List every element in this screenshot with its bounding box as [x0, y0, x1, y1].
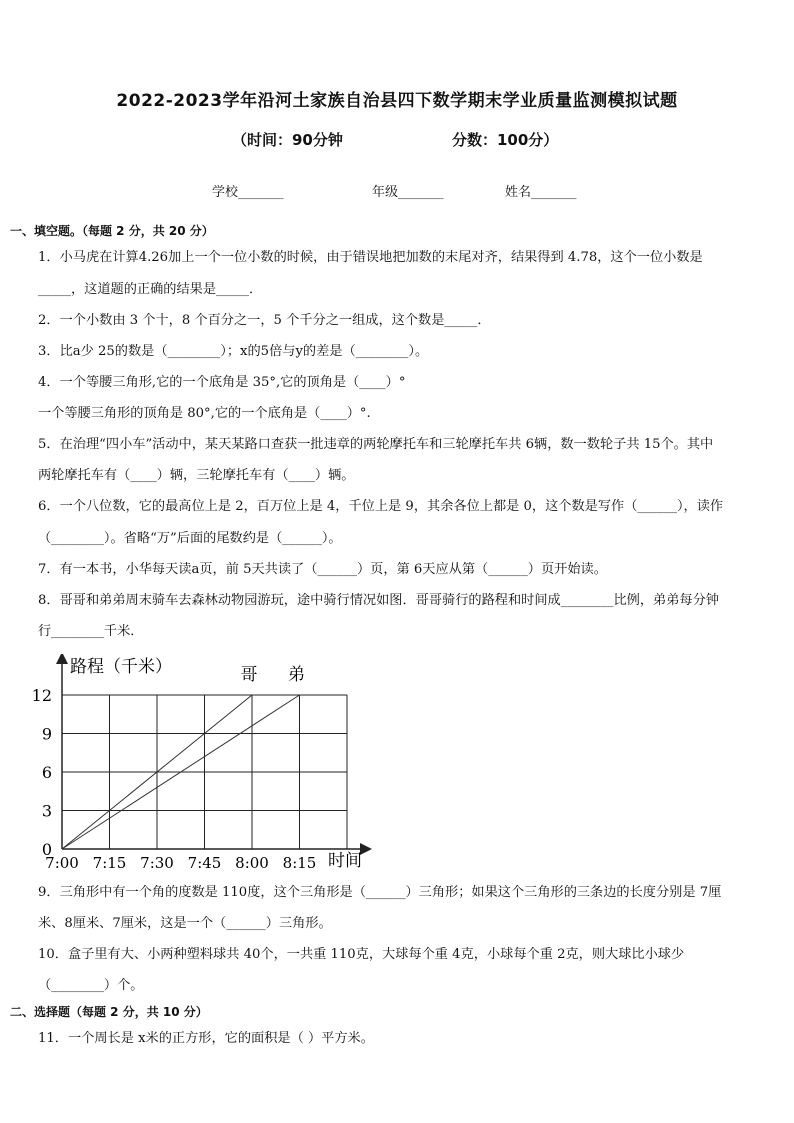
x-tick-label: 7:30	[140, 854, 174, 872]
question-5-line-2: 两轮摩托车有（____）辆，三轮摩托车有（____）辆。	[38, 468, 355, 483]
y-tick-label: 6	[41, 763, 52, 782]
x-tick-label: 7:15	[92, 854, 127, 872]
school-field: 学校_______	[212, 185, 284, 200]
chart-grid	[62, 695, 347, 849]
question-4-line-2: 一个等腰三角形的顶角是 80°,它的一个底角是（____）°.	[38, 406, 371, 421]
y-tick-label: 3	[41, 801, 52, 821]
y-axis-label: 路程（千米）	[70, 657, 172, 677]
question-10-line-1: 10．盒子里有大、小两种塑料球共 40个，一共重 110克，大球每个重 4克，小球每个重 2克，则大球比小球少	[38, 947, 685, 962]
question-9-line-1: 9．三角形中有一个角的度数是 110度，这个三角形是（______）三角形；如果这个三角形的三条边的长度分别是 7厘	[38, 885, 722, 900]
question-8-line-2: 行________千米．	[38, 624, 144, 639]
exam-title: 2022-2023学年沿河土家族自治县四下数学期末学业质量监测模拟试题	[116, 91, 678, 111]
x-tick-label: 8:00	[235, 854, 269, 872]
question-8-line-1: 8．哥哥和弟弟周末骑车去森林动物园游玩，途中骑行情况如图．哥哥骑行的路程和时间成________比例，弟弟每分钟	[38, 593, 719, 608]
question-1-line-2: _____，这道题的正确的结果是_____．	[38, 282, 263, 297]
distance-time-chart	[28, 654, 388, 876]
series-label-1: 哥	[240, 665, 258, 685]
x-tick-label: 7:45	[187, 854, 222, 872]
x-axis-label: 时间	[328, 851, 362, 871]
x-tick-label: 7:00	[45, 854, 79, 872]
question-6-line-2: （________）。省略“万”后面的尾数约是（______）。	[38, 531, 342, 546]
series-label-2: 弟	[288, 665, 305, 685]
exam-time: （时间：90分钟	[232, 131, 343, 149]
question-1-line-1: 1．小马虎在计算4.26加上一个一位小数的时候，由于错误地把加数的末尾对齐，结果得到 4.78，这个一位小数是	[38, 250, 703, 265]
y-tick-label: 12	[31, 686, 52, 705]
exam-score: 分数：100分）	[452, 131, 559, 149]
grade-field: 年级_______	[372, 185, 444, 200]
question-10-line-2: （________）个。	[38, 978, 144, 993]
section-2-heading: 二、选择题（每题 2 分，共 10 分）	[10, 1005, 208, 1019]
y-tick-label: 0	[41, 840, 52, 859]
question-4-line-1: 4．一个等腰三角形,它的一个底角是 35°,它的顶角是（____）°	[38, 375, 406, 390]
question-7: 7．有一本书，小华每天读a页，前 5天共读了（______）页，第 6天应从第（______）页开始读。	[38, 562, 607, 577]
question-11: 11．一个周长是 x米的正方形，它的面积是（ ）平方米。	[38, 1031, 374, 1046]
question-6-line-1: 6．一个八位数，它的最高位上是 2，百万位上是 4，千位上是 9，其余各位上都是 0，这个数是写作（______），读作	[38, 499, 724, 514]
name-field: 姓名_______	[505, 185, 577, 200]
y-tick-label: 9	[41, 724, 52, 744]
question-2: 2．一个小数由 3 个十，8 个百分之一，5 个千分之一组成，这个数是_____．	[38, 313, 491, 328]
question-9-line-2: 米、8厘米、7厘米，这是一个（______）三角形。	[38, 916, 332, 931]
question-3: 3．比a少 25的数是（________）；x的5倍与y的差是（________）。	[38, 344, 429, 359]
section-1-heading: 一、填空题。（每题 2 分，共 20 分）	[10, 224, 214, 238]
x-tick-label: 8:15	[282, 854, 317, 872]
question-5-line-1: 5．在治理“四小车”活动中，某天某路口查获一批违章的两轮摩托车和三轮摩托车共 6辆，数一数轮子共 15个。其中	[38, 437, 714, 452]
